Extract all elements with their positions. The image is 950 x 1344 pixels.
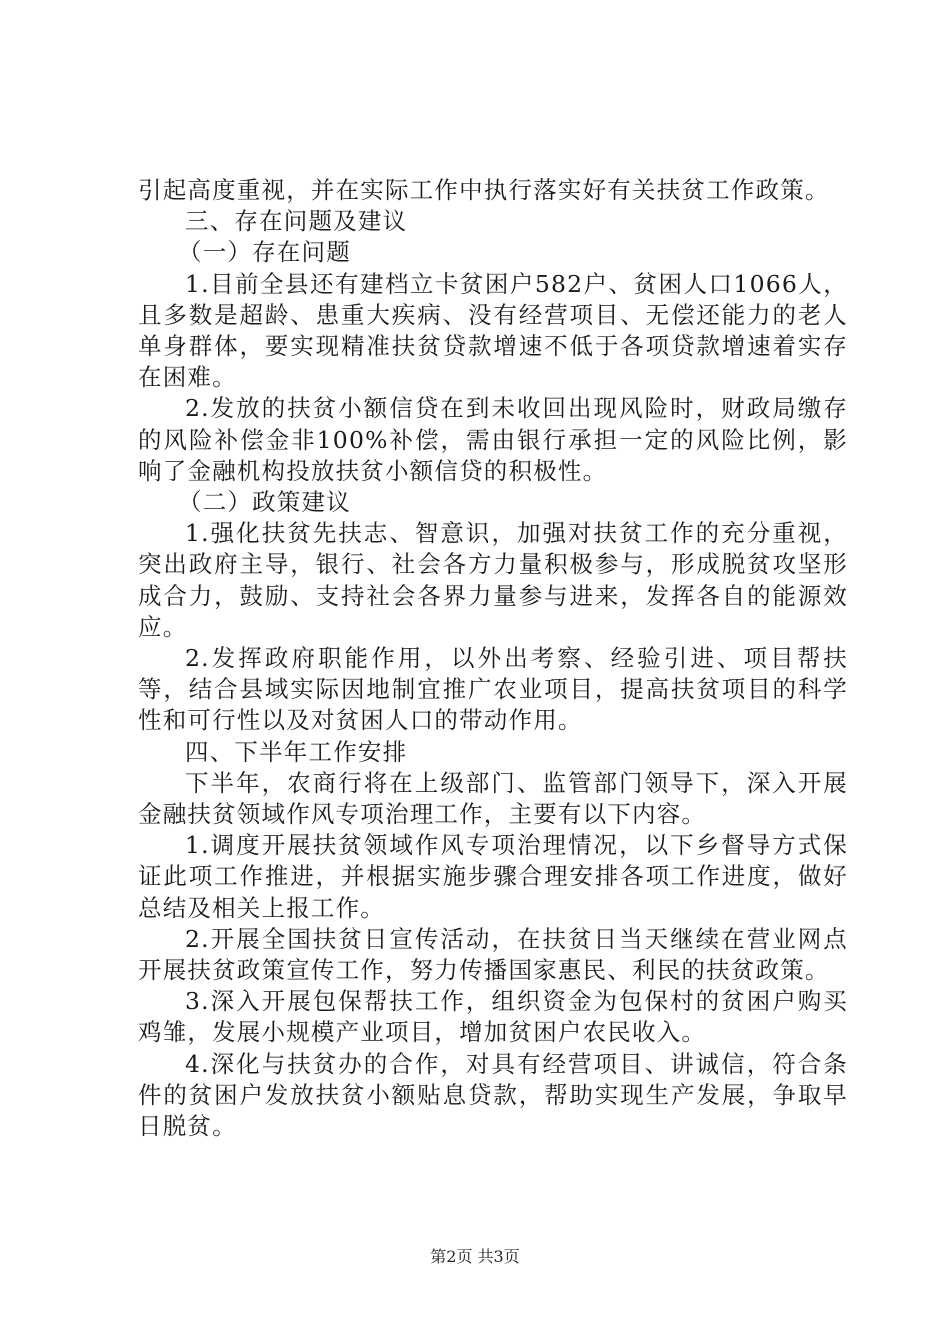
subsection-heading-policy-suggestions: （二）政策建议 <box>178 488 351 517</box>
page-number-footer: 第2页 共3页 <box>430 1247 520 1266</box>
document-body <box>138 175 848 1142</box>
work-plan-item-2: 2.开展全国扶贫日宣传活动，在扶贫日当天继续在营业网点开展扶贫政策宣传工作，努力传播国家惠民、利民的扶贫政策。 <box>138 924 848 985</box>
problem-item-1: 1.目前全县还有建档立卡贫困户582户、贫困人口1066人，且多数是超龄、患重大疾病、没有经营项目、无偿还能力的老人单身群体，要实现精准扶贫贷款增速不低于各项贷款增速着实存在困难。 <box>138 269 848 392</box>
subsection-heading-problems: （一）存在问题 <box>178 238 351 267</box>
suggestion-item-2: 2.发挥政府职能作用，以外出考察、经验引进、项目帮扶等，结合县域实际因地制宜推广农业项目，提高扶贫项目的科学性和可行性以及对贫困人口的带动作用。 <box>138 644 848 735</box>
work-plan-item-3: 3.深入开展包保帮扶工作，组织资金为包保村的贫困户购买鸡雏，发展小规模产业项目，增加贫困户农民收入。 <box>138 987 848 1047</box>
work-plan-intro: 下半年，农商行将在上级部门、监管部门领导下，深入开展金融扶贫领域作风专项治理工作，主要有以下内容。 <box>138 768 848 829</box>
suggestion-item-1: 1.强化扶贫先扶志、智意识，加强对扶贫工作的充分重视，突出政府主导，银行、社会各方力量积极参与，形成脱贫攻坚形成合力，鼓励、支持社会各界力量参与进来，发挥各自的能源效应。 <box>138 519 848 641</box>
section-heading-problems-suggestions: 三、存在问题及建议 <box>185 207 408 236</box>
work-plan-item-4: 4.深化与扶贫办的合作，对具有经营项目、讲诚信，符合条件的贫困户发放扶贫小额贴息贷款，帮助实现生产发展，争取早日脱贫。 <box>138 1049 848 1141</box>
work-plan-item-1: 1.调度开展扶贫领域作风专项治理情况，以下乡督导方式保证此项工作推进，并根据实施步骤合理安排各项工作进度，做好总结及相关上报工作。 <box>138 831 848 922</box>
section-heading-work-plan: 四、下半年工作安排 <box>185 737 408 766</box>
problem-item-2: 2.发放的扶贫小额信贷在到未收回出现风险时，财政局缴存的风险补偿金非100%补偿，需由银行承担一定的风险比例，影响了金融机构投放扶贫小额信贷的积极性。 <box>138 394 848 485</box>
paragraph-continuation: 引起高度重视，并在实际工作中执行落实好有关扶贫工作政策。 <box>138 176 830 204</box>
